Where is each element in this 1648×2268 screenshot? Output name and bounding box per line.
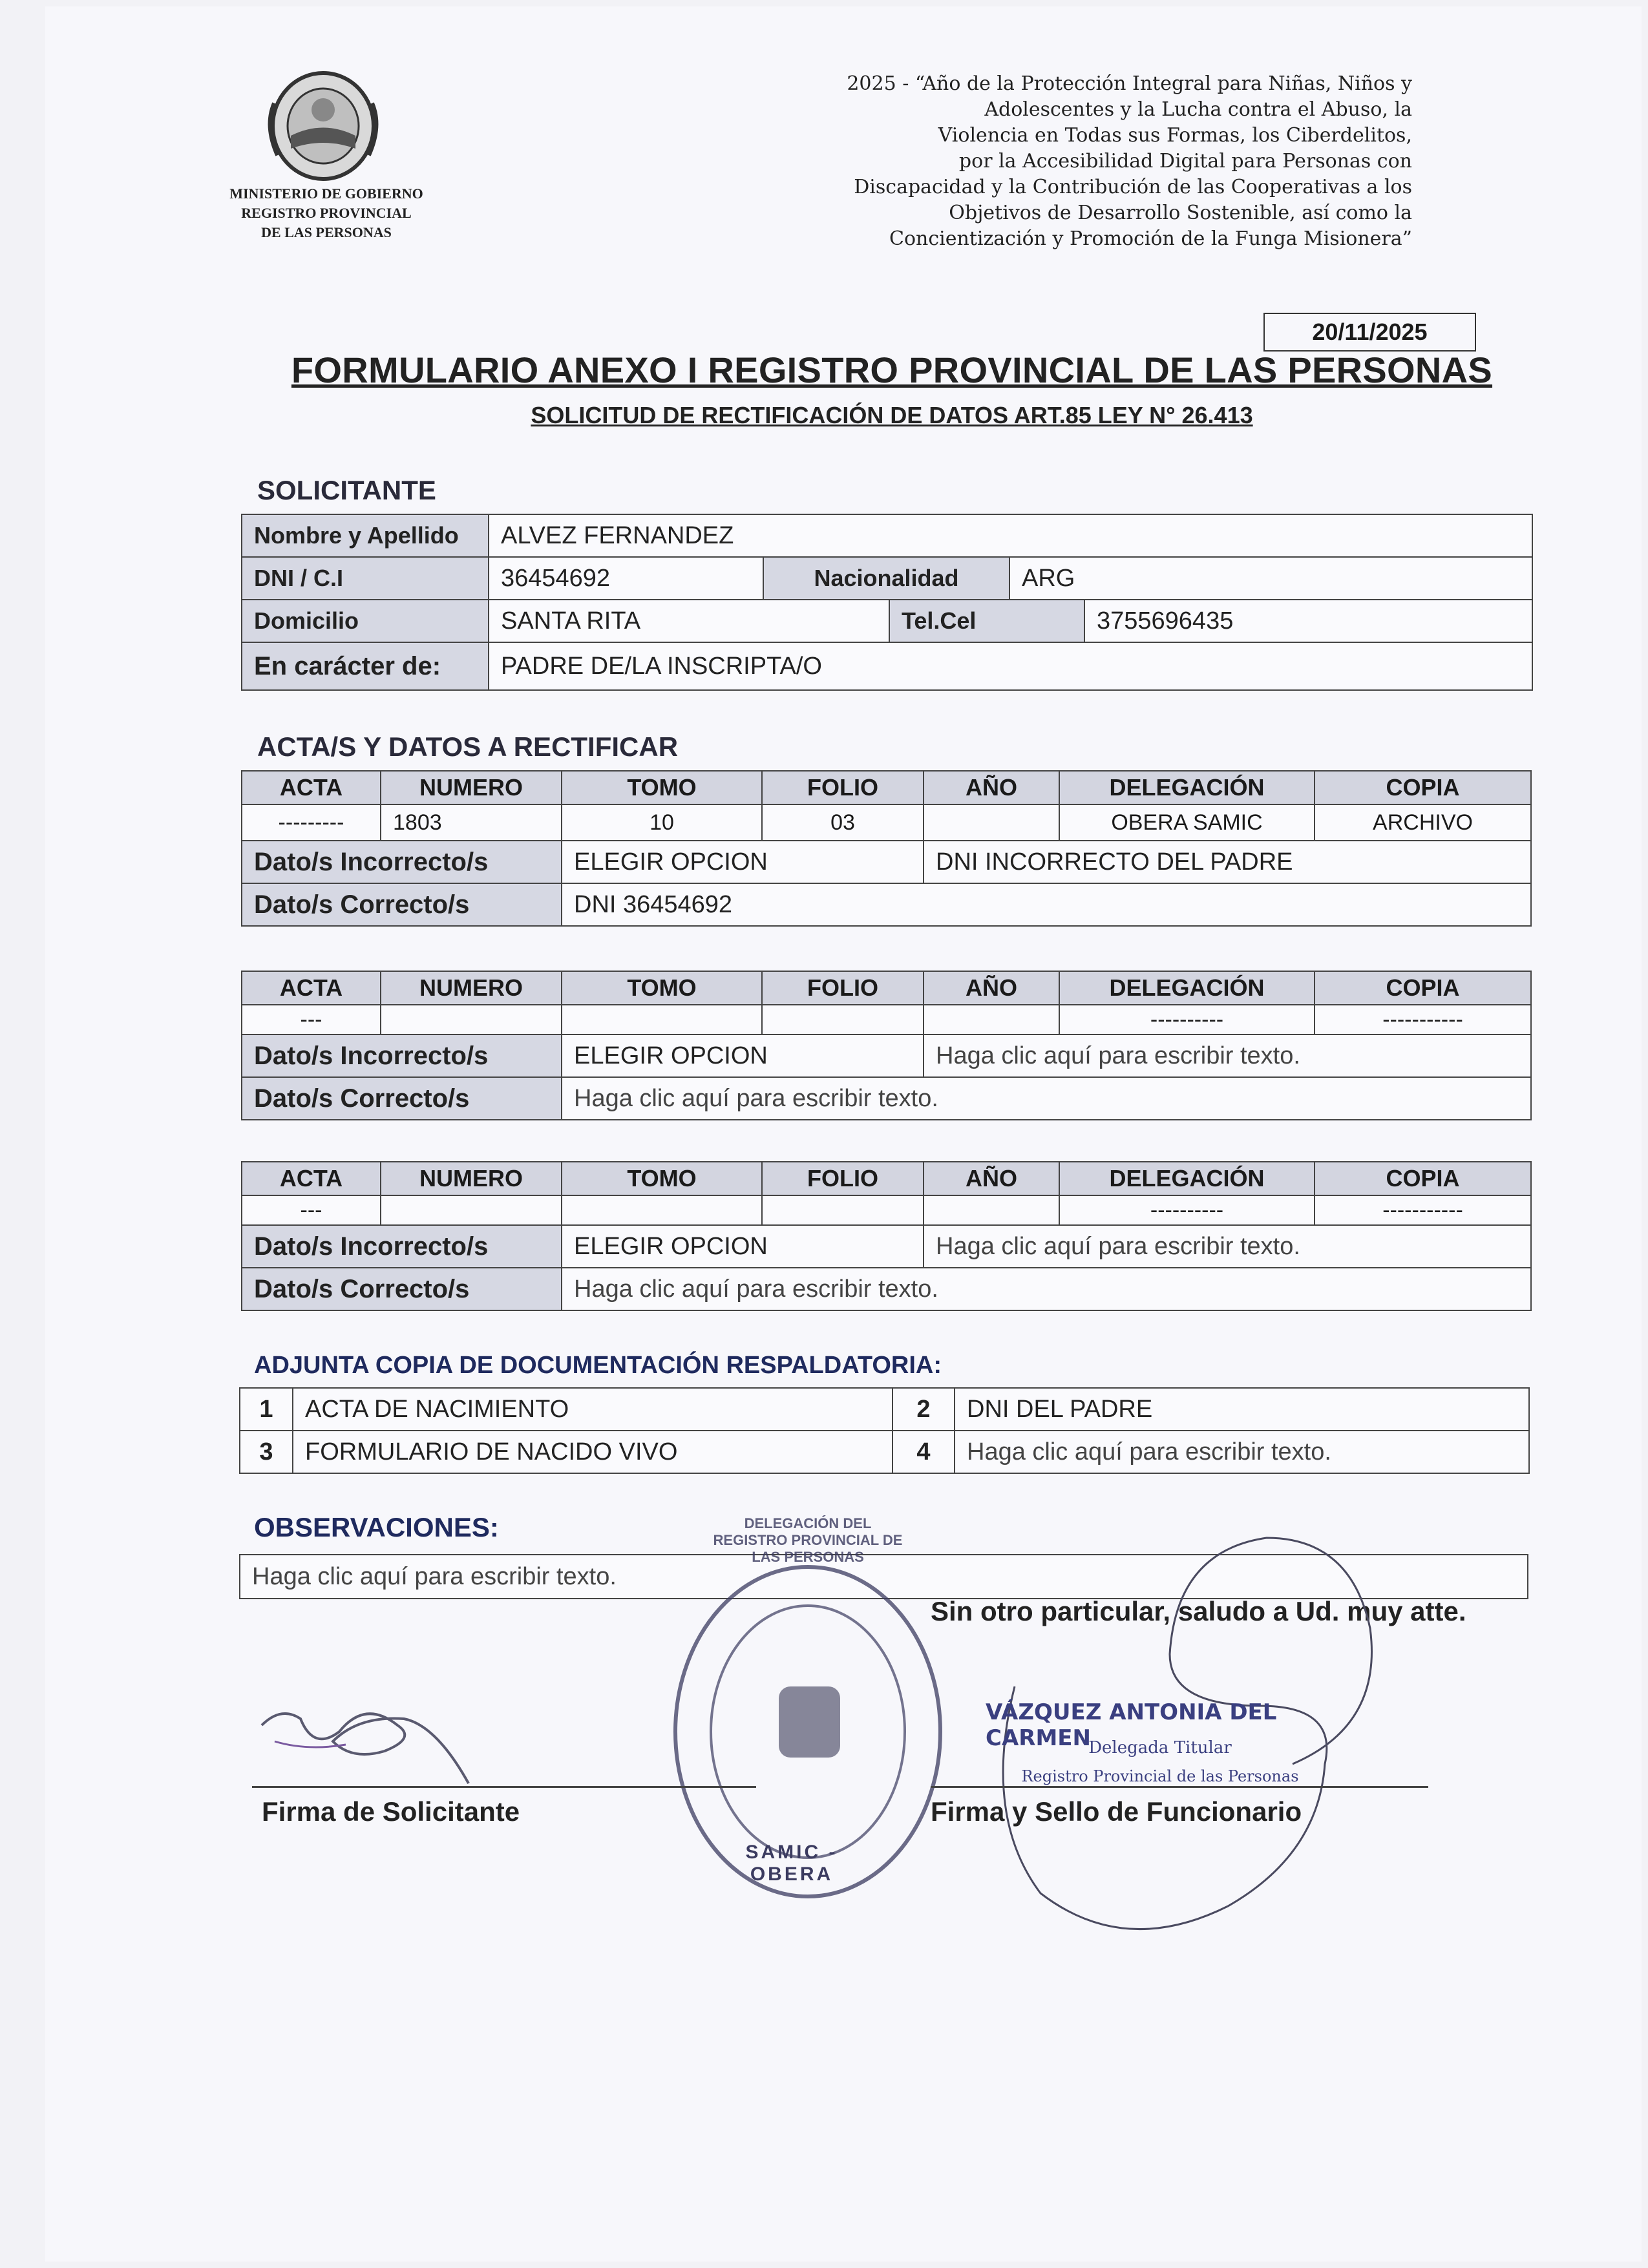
dni-field[interactable]: 36454692 (489, 557, 763, 600)
motto-line: 2025 - “Año de la Protección Integral para Niñas, Niños y (847, 72, 1412, 95)
option-select[interactable]: ELEGIR OPCION (562, 1034, 924, 1077)
correct-field[interactable]: Haga clic aquí para escribir texto. (562, 1268, 1531, 1310)
nombre-field[interactable]: ALVEZ FERNANDEZ (489, 514, 1532, 557)
official-signature-label: Firma y Sello de Funcionario (931, 1796, 1302, 1827)
header-tomo: TOMO (562, 1162, 762, 1195)
incorrect-label: Dato/s Incorrecto/s (242, 1034, 562, 1077)
official-stamp-role: Delegada Titular (1088, 1738, 1232, 1758)
numero-field[interactable]: 1803 (381, 804, 562, 841)
copia-field[interactable]: ARCHIVO (1315, 804, 1531, 841)
observaciones-field[interactable]: Haga clic aquí para escribir texto. (240, 1555, 1528, 1599)
acta-block (241, 971, 1532, 1120)
applicant-signature-label: Firma de Solicitante (262, 1796, 520, 1827)
domicilio-field[interactable]: SANTA RITA (489, 600, 889, 642)
anio-field[interactable] (924, 804, 1059, 841)
caracter-label: En carácter de: (242, 642, 489, 690)
header-copia: COPIA (1315, 971, 1531, 1005)
form-subtitle: SOLICITUD DE RECTIFICACIÓN DE DATOS ART.85 LEY N° 26.413 (531, 402, 1253, 428)
domicilio-label: Domicilio (242, 600, 489, 642)
nombre-label: Nombre y Apellido (242, 514, 489, 557)
header-anio: AÑO (924, 771, 1059, 804)
acta-field[interactable]: --- (242, 1195, 381, 1225)
header-acta: ACTA (242, 771, 381, 804)
doc-item[interactable]: DNI DEL PADRE (955, 1388, 1529, 1431)
numero-field[interactable] (381, 1005, 562, 1034)
header-copia: COPIA (1315, 1162, 1531, 1195)
section-title-solicitante: SOLICITANTE (257, 475, 436, 505)
tomo-field[interactable] (562, 1195, 762, 1225)
header-folio: FOLIO (762, 771, 924, 804)
doc-item[interactable]: FORMULARIO DE NACIDO VIVO (293, 1431, 893, 1473)
motto-line: Discapacidad y la Contribución de las Cooperativas a los (854, 176, 1412, 198)
doc-number: 3 (240, 1431, 293, 1473)
copia-field[interactable]: ----------- (1315, 1195, 1531, 1225)
caracter-field[interactable]: PADRE DE/LA INSCRIPTA/O (489, 642, 1532, 690)
tel-field[interactable]: 3755696435 (1084, 600, 1532, 642)
copia-field[interactable]: ----------- (1315, 1005, 1531, 1034)
adjunta-table (239, 1387, 1530, 1474)
incorrect-field[interactable]: Haga clic aquí para escribir texto. (924, 1225, 1531, 1268)
header-numero: NUMERO (381, 771, 562, 804)
motto-line: Concientización y Promoción de la Funga Misionera” (889, 227, 1412, 250)
official-stamp-registry: Registro Provincial de las Personas (1021, 1767, 1299, 1785)
doc-number: 1 (240, 1388, 293, 1431)
tomo-field[interactable]: 10 (562, 804, 762, 841)
round-stamp-text: DELEGACIÓN DEL REGISTRO PROVINCIAL DE LAS PERSONAS (713, 1515, 903, 1565)
tomo-field[interactable] (562, 1005, 762, 1034)
doc-item[interactable]: Haga clic aquí para escribir texto. (955, 1431, 1529, 1473)
year-motto (724, 71, 1412, 252)
header-numero: NUMERO (381, 1162, 562, 1195)
correct-label: Dato/s Correcto/s (242, 883, 562, 926)
section-title-adjunta: ADJUNTA COPIA DE DOCUMENTACIÓN RESPALDATORIA: (254, 1352, 942, 1379)
solicitante-table (241, 514, 1533, 691)
section-title-observaciones: OBSERVACIONES: (254, 1512, 499, 1542)
nacionalidad-field[interactable]: ARG (1009, 557, 1532, 600)
incorrect-field[interactable]: DNI INCORRECTO DEL PADRE (924, 841, 1531, 883)
folio-field[interactable]: 03 (762, 804, 924, 841)
option-select[interactable]: ELEGIR OPCION (562, 1225, 924, 1268)
motto-line: Objetivos de Desarrollo Sostenible, así como la (949, 202, 1412, 224)
ministry-name (220, 184, 433, 242)
delegacion-field[interactable]: OBERA SAMIC (1059, 804, 1315, 841)
folio-field[interactable] (762, 1195, 924, 1225)
header-folio: FOLIO (762, 971, 924, 1005)
header-delegacion: DELEGACIÓN (1059, 1162, 1315, 1195)
header-folio: FOLIO (762, 1162, 924, 1195)
acta-block (241, 1161, 1532, 1311)
tel-label: Tel.Cel (889, 600, 1084, 642)
delegacion-field[interactable]: ---------- (1059, 1005, 1315, 1034)
acta-field[interactable]: --------- (242, 804, 381, 841)
applicant-signature-line (252, 1786, 756, 1788)
correct-field[interactable]: Haga clic aquí para escribir texto. (562, 1077, 1531, 1120)
header-anio: AÑO (924, 971, 1059, 1005)
header-delegacion: DELEGACIÓN (1059, 971, 1315, 1005)
nacionalidad-label: Nacionalidad (763, 557, 1009, 600)
ministry-line: REGISTRO PROVINCIAL (241, 205, 412, 221)
doc-number: 4 (893, 1431, 955, 1473)
motto-line: Violencia en Todas sus Formas, los Ciberdelitos, (938, 124, 1412, 147)
anio-field[interactable] (924, 1195, 1059, 1225)
header-delegacion: DELEGACIÓN (1059, 771, 1315, 804)
province-seal-icon (262, 65, 385, 187)
section-title-actas: ACTA/S Y DATOS A RECTIFICAR (257, 731, 679, 762)
doc-item[interactable]: ACTA DE NACIMIENTO (293, 1388, 893, 1431)
acta-block (241, 770, 1532, 927)
acta-field[interactable]: --- (242, 1005, 381, 1034)
option-select[interactable]: ELEGIR OPCION (562, 841, 924, 883)
header-numero: NUMERO (381, 971, 562, 1005)
incorrect-label: Dato/s Incorrecto/s (242, 1225, 562, 1268)
dni-label: DNI / C.I (242, 557, 489, 600)
header-acta: ACTA (242, 1162, 381, 1195)
form-date[interactable]: 20/11/2025 (1263, 313, 1476, 352)
ministry-line: MINISTERIO DE GOBIERNO (229, 185, 423, 202)
incorrect-label: Dato/s Incorrecto/s (242, 841, 562, 883)
header-anio: AÑO (924, 1162, 1059, 1195)
motto-line: Adolescentes y la Lucha contra el Abuso, la (984, 98, 1412, 121)
ministry-line: DE LAS PERSONAS (261, 224, 392, 240)
correct-label: Dato/s Correcto/s (242, 1268, 562, 1310)
closing-text: Sin otro particular, saludo a Ud. muy atte. (931, 1596, 1466, 1626)
correct-label: Dato/s Correcto/s (242, 1077, 562, 1120)
header-tomo: TOMO (562, 771, 762, 804)
doc-number: 2 (893, 1388, 955, 1431)
anio-field[interactable] (924, 1005, 1059, 1034)
header-acta: ACTA (242, 971, 381, 1005)
folio-field[interactable] (762, 1005, 924, 1034)
header-tomo: TOMO (562, 971, 762, 1005)
header-copia: COPIA (1315, 771, 1531, 804)
applicant-signature-icon (255, 1680, 488, 1790)
delegacion-field[interactable]: ---------- (1059, 1195, 1315, 1225)
official-stamp-name: VÁZQUEZ ANTONIA DEL CARMEN (986, 1699, 1277, 1751)
form-title: FORMULARIO ANEXO I REGISTRO PROVINCIAL DE LAS PERSONAS (291, 350, 1493, 390)
correct-field[interactable]: DNI 36454692 (562, 883, 1531, 926)
round-stamp-location: SAMIC - OBERA (745, 1842, 838, 1885)
incorrect-field[interactable]: Haga clic aquí para escribir texto. (924, 1034, 1531, 1077)
official-signature-line (931, 1786, 1428, 1788)
motto-line: por la Accesibilidad Digital para Personas con (958, 150, 1412, 173)
numero-field[interactable] (381, 1195, 562, 1225)
